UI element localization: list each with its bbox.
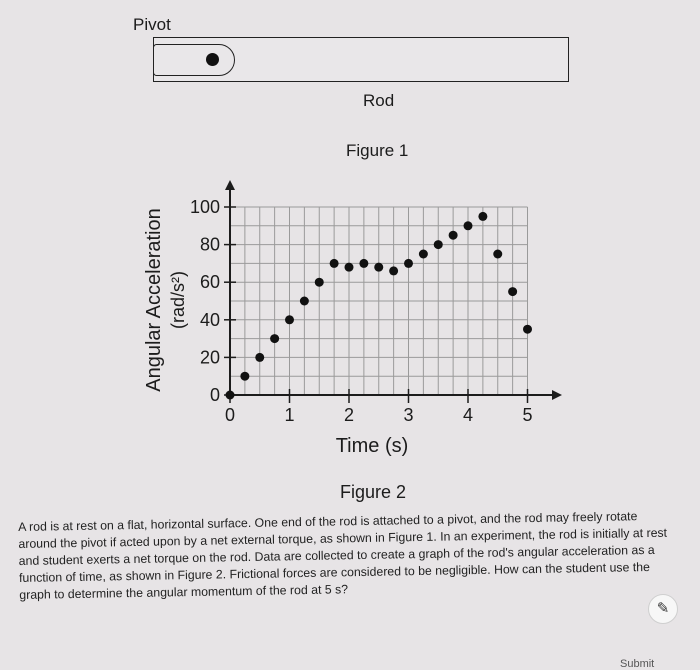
y-axis-label: Angular Acceleration — [143, 208, 165, 392]
figure1-caption: Figure 1 — [346, 141, 409, 160]
pivot-label: Pivot — [133, 15, 171, 34]
y-tick-label: 100 — [189, 197, 220, 217]
data-point — [255, 353, 264, 362]
data-point — [478, 212, 487, 221]
x-axis-arrow-icon — [552, 390, 562, 400]
data-point — [419, 250, 428, 259]
y-tick-label: 80 — [199, 234, 220, 255]
data-point — [508, 287, 517, 296]
data-point — [345, 263, 354, 272]
y-tick-label: 0 — [209, 385, 220, 405]
y-tick-label: 20 — [199, 347, 220, 368]
data-point — [270, 334, 279, 343]
problem-statement: A rod is at rest on a flat, horizontal surface. One end of the rod is attached to a pivot, and the rod may freely rotate around the pivot if acted upon by a net external torque, as shown in Figure 1. In an experiment, the rod is initially at rest and student exerts a net torque on the rod. Data are collected to create a graph of the rod's angular acceleration as a function of time, as shown in Figure 2. Frictional forces are considered to be negligible. How can the student use the graph to determine the angular momentum of the rod at 5 s? — [18, 509, 668, 602]
data-point — [404, 259, 413, 268]
x-tick-label: 1 — [284, 405, 295, 425]
data-point — [240, 372, 249, 381]
chart-grid — [230, 207, 528, 395]
data-point — [523, 325, 532, 334]
x-tick-label: 4 — [462, 405, 474, 425]
data-point — [374, 263, 383, 272]
y-tick-label: 40 — [199, 309, 220, 330]
figure2-caption: Figure 2 — [340, 482, 407, 502]
chart-ticks — [190, 197, 533, 425]
data-point — [315, 278, 324, 287]
data-point — [285, 315, 294, 324]
x-tick-label: 3 — [403, 405, 414, 425]
x-tick-label: 0 — [224, 405, 236, 425]
y-tick-label: 60 — [199, 272, 220, 293]
y-axis-unit-label: (rad/s²) — [168, 271, 188, 329]
data-point — [226, 391, 235, 400]
data-point — [330, 259, 339, 268]
data-point — [359, 259, 368, 268]
data-point — [449, 231, 458, 240]
data-point — [389, 266, 398, 275]
x-axis-label: Time (s) — [335, 435, 409, 457]
x-tick-label: 5 — [522, 405, 533, 425]
submit-button[interactable]: Submit — [620, 658, 655, 670]
pencil-icon[interactable]: ✎ — [648, 594, 678, 624]
data-point — [434, 240, 443, 249]
x-tick-label: 2 — [343, 405, 355, 425]
rod-label: Rod — [363, 91, 395, 110]
data-point — [300, 297, 309, 306]
y-axis-arrow-icon — [225, 180, 235, 190]
data-point — [493, 250, 502, 259]
data-point — [464, 221, 473, 230]
